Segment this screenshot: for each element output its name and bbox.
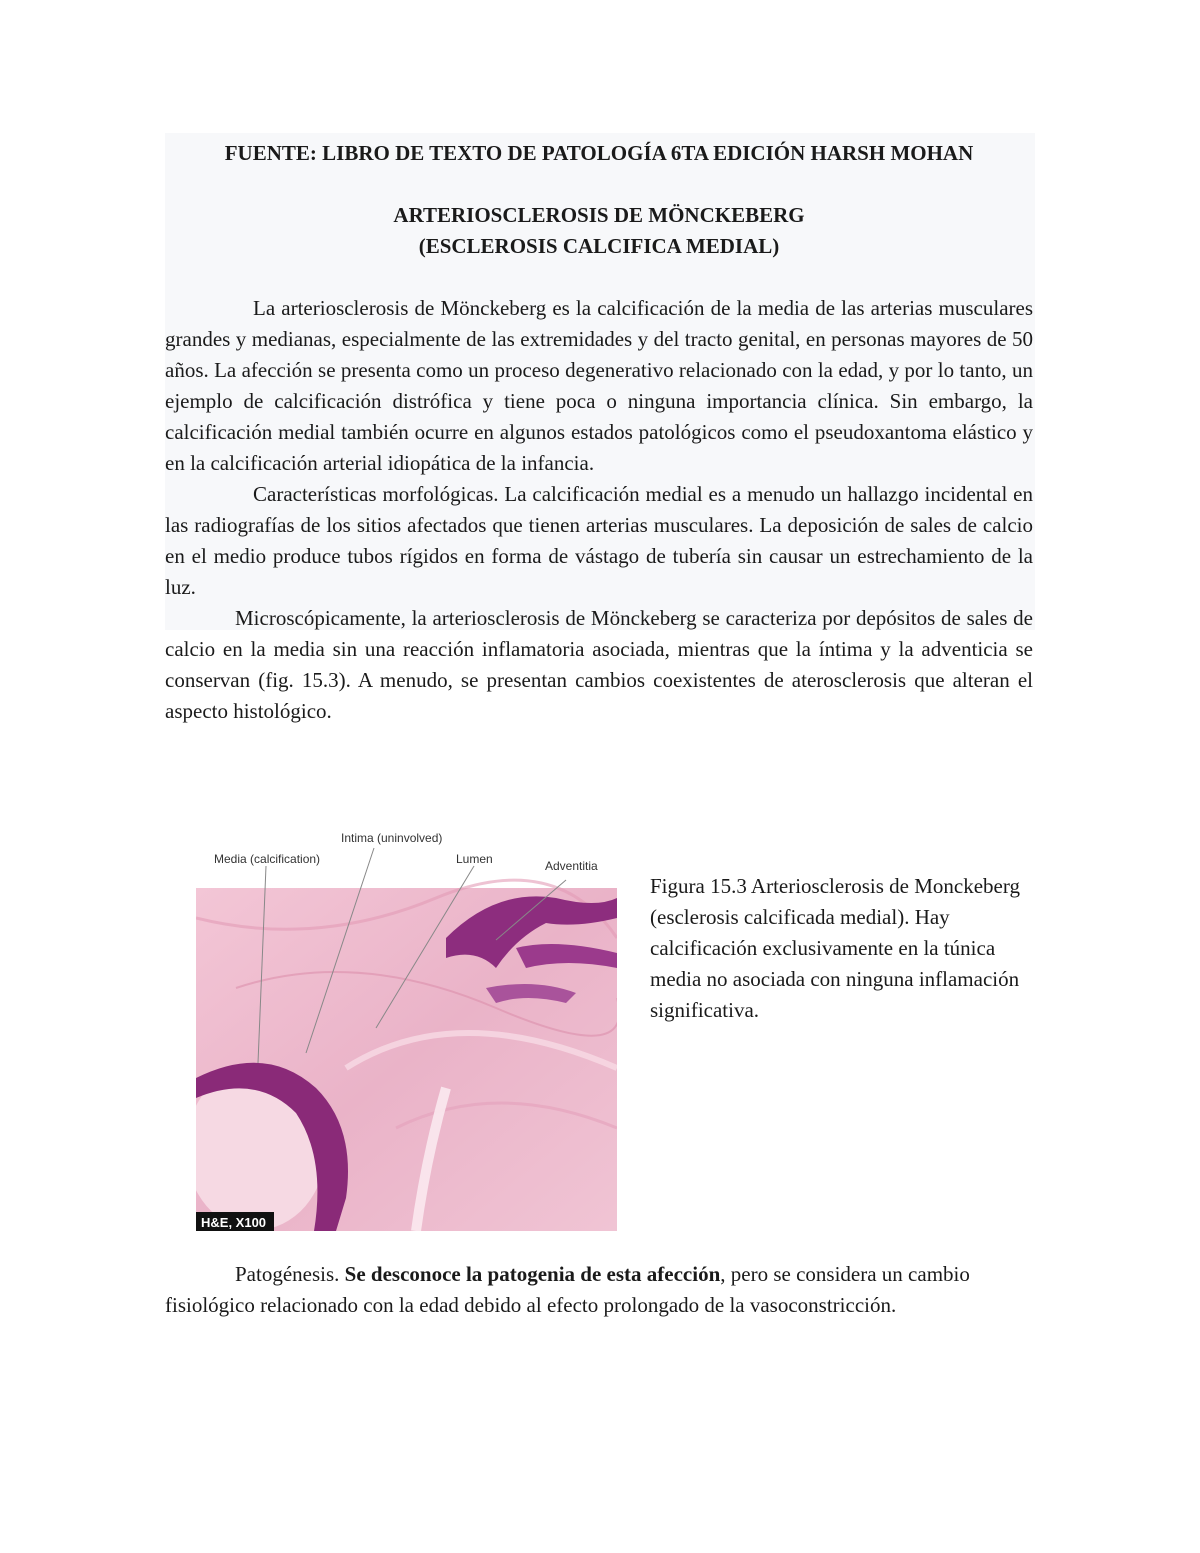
label-adventitia: Adventitia — [545, 859, 598, 873]
paragraph-morphology: Características morfológicas. La calcificación medial es a menudo un hallazgo incidental en las radiografías de los sitios afectados que tienen arterias musculares. La deposición de sales de calcio en el medio produce tubos rígidos en forma de vástago de tubería sin causar un estrechamiento de la luz. — [165, 482, 1033, 599]
pathogenesis-lead: Patogénesis. — [235, 1262, 345, 1286]
document-subtitle: (ESCLEROSIS CALCIFICA MEDIAL) — [418, 234, 780, 258]
stain-label: H&E, X100 — [201, 1215, 267, 1230]
document-body — [165, 138, 1033, 727]
paragraph-pathogenesis — [165, 1259, 1033, 1321]
label-intima: Intima (uninvolved) — [341, 831, 443, 845]
figure-caption: Figura 15.3 Arteriosclerosis de Monckeberg (esclerosis calcificada medial). Hay calcificación exclusivamente en la túnica media no asociada con ninguna inflamación significativa. — [650, 874, 1020, 1022]
document-title: ARTERIOSCLEROSIS DE MÖNCKEBERG — [393, 203, 805, 227]
pathogenesis-bold: Se desconoce la patogenia de esta afección — [344, 1262, 721, 1286]
pathogenesis-section — [165, 1259, 1033, 1321]
histology-micrograph — [196, 828, 617, 1231]
label-media: Media (calcification) — [214, 852, 321, 866]
label-lumen: Lumen — [456, 852, 493, 866]
histology-figure — [196, 828, 617, 1231]
paragraph-microscopy: Microscópicamente, la arteriosclerosis de Mönckeberg se caracteriza por depósitos de sales de calcio en la media sin una reacción inflamatoria asociada, mientras que la íntima y la adventicia se conservan (fig. 15.3). A menudo, se presentan cambios coexistentes de aterosclerosis que alteran el aspecto histológico. — [165, 606, 1033, 723]
paragraph-intro: La arteriosclerosis de Mönckeberg es la calcificación de la media de las arterias musculares grandes y medianas, especialmente de las extremidades y del tracto genital, en personas mayores de 50 años. La afección se presenta como un proceso degenerativo relacionado con la edad, y por lo tanto, un ejemplo de calcificación distrófica y tiene poca o ninguna importancia clínica. Sin embargo, la calcificación medial también ocurre en algunos estados patológicos como el pseudoxantoma elástico y en la calcificación arterial idiopática de la infancia. — [165, 296, 1033, 475]
source-heading: FUENTE: LIBRO DE TEXTO DE PATOLOGÍA 6TA EDICIÓN HARSH MOHAN — [224, 141, 974, 165]
pathogenesis-rest: , pero se considera un cambio fisiológico relacionado con la edad debido al efecto prolongado de la vasoconstricción. — [165, 1262, 970, 1317]
